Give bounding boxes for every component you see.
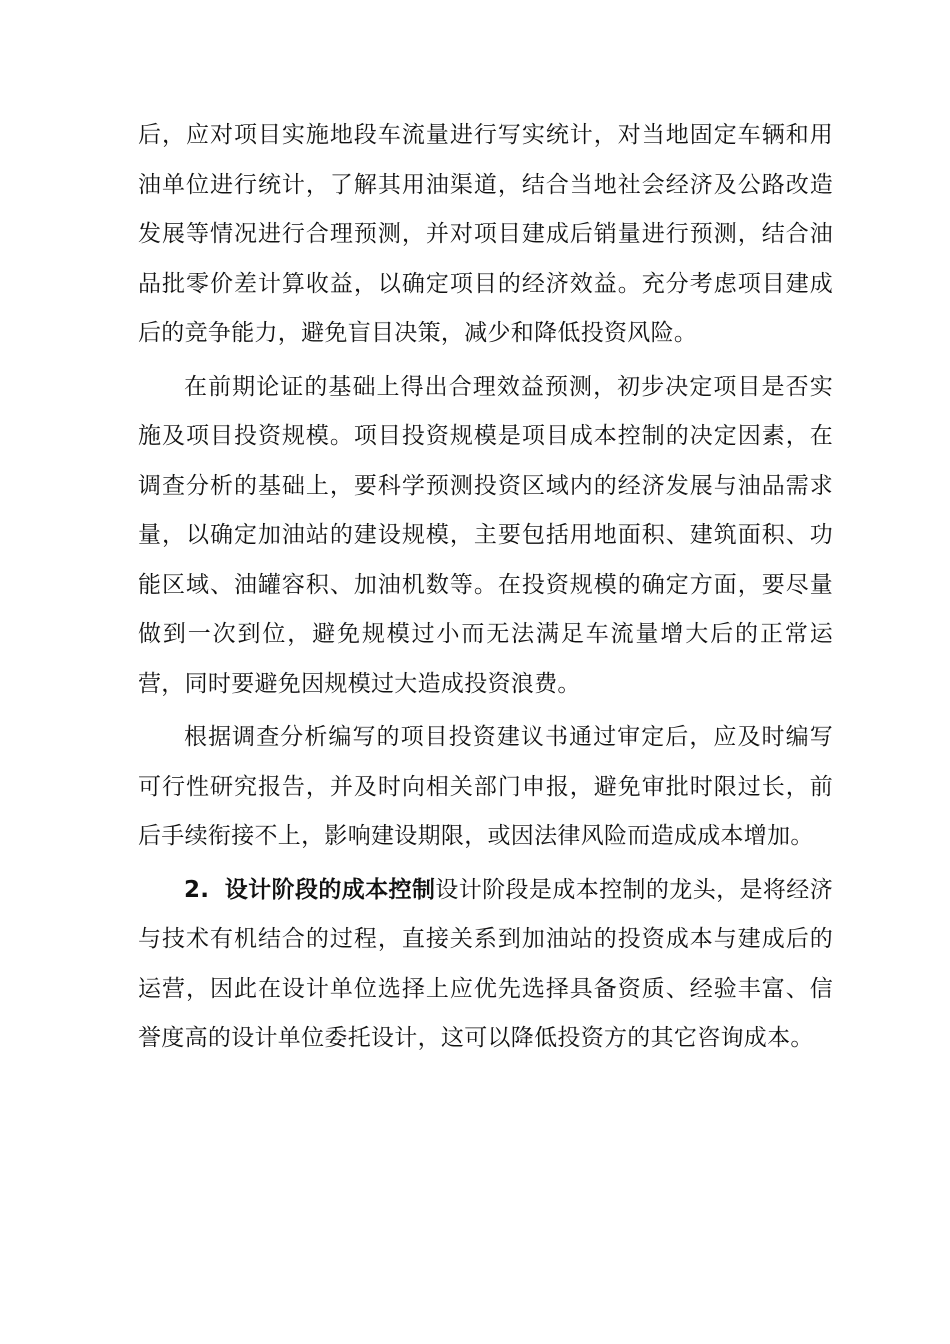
section-text: 设计阶段是成本控制的龙头，是将经济与技术有机结合的过程，直接关系到加油站的投资成本与建成后的运营，因此在设计单位选择上应优先选择具备资质、经验丰富、信誉度高的设计单位委托设计，这可以降低投资方的其它咨询成本。 (138, 876, 833, 1051)
document-body (138, 111, 833, 1064)
paragraph-scale-determination: 在前期论证的基础上得出合理效益预测，初步决定项目是否实施及项目投资规模。项目投资规模是项目成本控制的决定因素，在调查分析的基础上，要科学预测投资区域内的经济发展与油品需求量，以确定加油站的建设规模，主要包括用地面积、建筑面积、功能区域、油罐容积、加油机数等。在投资规模的确定方面，要尽量做到一次到位，避免规模过小而无法满足车流量增大后的正常运营，同时要避免因规模过大造成投资浪费。 (138, 373, 833, 697)
paragraph-feasibility-report: 根据调查分析编写的项目投资建议书通过审定后，应及时编写可行性研究报告，并及时向相关部门申报，避免审批时限过长，前后手续衔接不上，影响建设期限，或因法律风险而造成成本增加。 (138, 724, 833, 849)
section-number: 2. (184, 876, 210, 903)
section-title: 设计阶段的成本控制 (224, 876, 436, 903)
section-design-stage (138, 866, 833, 1064)
paragraph-continued: 后，应对项目实施地段车流量进行写实统计，对当地固定车辆和用油单位进行统计，了解其用油渠道，结合当地社会经济及公路改造发展等情况进行合理预测，并对项目建成后销量进行预测，结合油品批零价差计算收益，以确定项目的经济效益。充分考虑项目建成后的竞争能力，避免盲目决策，减少和降低投资风险。 (138, 122, 833, 346)
